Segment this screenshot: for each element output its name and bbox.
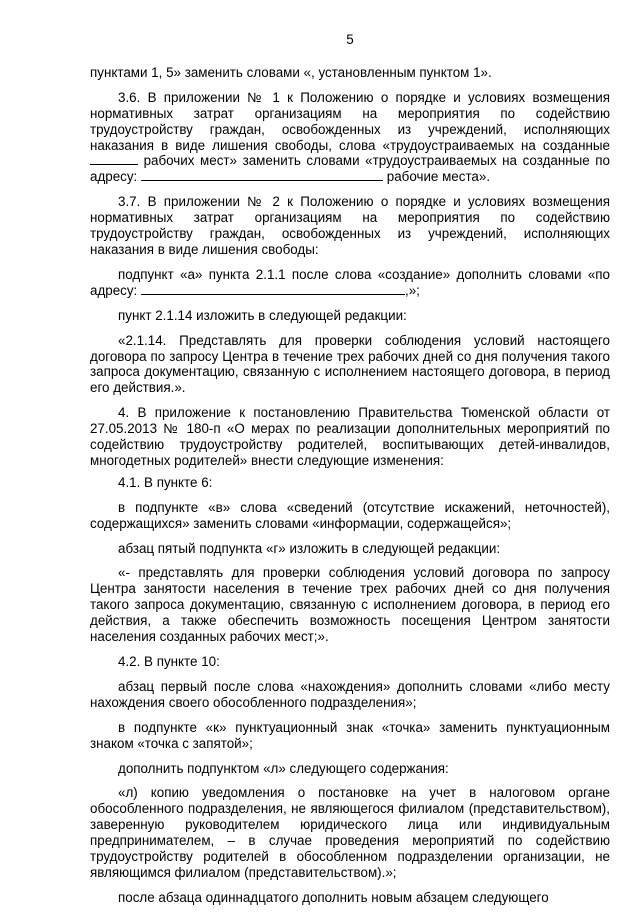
blank-line <box>141 169 383 181</box>
paragraph-text: пунктами 1, 5» заменить словами «, установленным пунктом 1». <box>90 64 492 80</box>
paragraph-text: «- представлять для проверки соблюдения условий договора по запросу Центра занятости населения в течение трех рабочих дней со дня получения такого запроса документацию, связанную с исполнением договора, в период его действия, а также обеспечить возможность посещения Центром занятости населения созданных рабочих мест;». <box>90 565 610 645</box>
blank-line <box>90 153 138 165</box>
paragraph-text: 4.1. В пункте 6: <box>118 474 213 490</box>
paragraph <box>90 679 610 711</box>
paragraph <box>90 785 610 880</box>
paragraph-text: «л) копию уведомления о постановке на учет в налоговом органе обособленного подразделения, не являющегося филиалом (представительством), заверенную руководителем юридического лица или индивидуальным предпринимателем, – в случае проведения мероприятий по содействию трудоустройству родителей в обособленном подразделении организации, не являющимся филиалом (представительством).»; <box>90 785 610 880</box>
paragraph-3-6 <box>90 90 610 185</box>
paragraph-4-1 <box>90 475 610 491</box>
paragraph-text: в подпункте «в» слова «сведений (отсутствие искажений, неточностей), содержащихся» заменить словами «информации, содержащейся»; <box>90 499 610 531</box>
paragraph <box>90 565 610 645</box>
paragraph-text: рабочие места». <box>386 169 491 185</box>
page-number: 5 <box>346 32 354 47</box>
paragraph <box>90 541 610 557</box>
paragraph <box>90 890 610 906</box>
paragraph-text: в подпункте «к» пунктуационный знак «точка» заменить пунктуационным знаком «точка с запятой»; <box>90 719 610 751</box>
paragraph <box>90 761 610 777</box>
paragraph <box>90 500 610 532</box>
paragraph-text: подпункт «а» пункта 2.1.1 после слова «создание» дополнить словами «по адресу: <box>90 266 610 298</box>
paragraph-text: 4.2. В пункте 10: <box>118 654 220 669</box>
paragraph-text: 3.7. В приложении № 2 к Положению о порядке и условиях возмещения нормативных затрат организациям на мероприятия по содействию трудоустройству граждан, освобожденных из учреждений, исполняющих наказания в виде лишения свободы: <box>90 194 610 257</box>
paragraph-text: рабочих мест» заменить словами «трудоустраиваемых на созданные по адресу: <box>90 153 610 185</box>
paragraph <box>90 333 610 397</box>
paragraph-text: 3.6. В приложении № 1 к Положению о порядке и условиях возмещения нормативных затрат организациям на мероприятия по содействию трудоустройству граждан, освобожденных из учреждений, исполняющих наказания в виде лишения свободы, слова «трудоустраиваемых на созданные <box>90 89 610 153</box>
paragraph-text: 4. В приложение к постановлению Правительства Тюменской области от 27.05.2013 № 180-п «О мерах по реализации дополнительных мероприятий по содействию трудоустройству родителей, воспитывающих детей-инвалидов, многодетных родителей» внести следующие изменения: <box>90 405 610 468</box>
paragraph-text: дополнить подпунктом «л» следующего содержания: <box>118 760 449 776</box>
paragraph-4-2 <box>90 654 610 670</box>
paragraph-text: ,»; <box>405 282 420 298</box>
paragraph-text: пункт 2.1.14 изложить в следующей редакции: <box>118 307 407 323</box>
paragraph-4 <box>90 405 610 469</box>
paragraph-text: абзац пятый подпункта «г» изложить в следующей редакции: <box>118 540 501 556</box>
document-page <box>90 32 610 915</box>
paragraph <box>90 267 610 299</box>
paragraph <box>90 308 610 324</box>
paragraph <box>90 65 610 81</box>
paragraph-text: абзац первый после слова «нахождения» дополнить словами «либо месту нахождения своего обособленного подразделения»; <box>90 678 610 710</box>
paragraph-text: «2.1.14. Представлять для проверки соблюдения условий настоящего договора по запросу Центра в течение трех рабочих дней со дня получения такого запроса документацию, связанную с исполнением настоящего договора, в период его действия.». <box>90 332 610 396</box>
paragraph <box>90 720 610 752</box>
paragraph-text: после абзаца одиннадцатого дополнить новым абзацем следующего <box>118 889 549 905</box>
blank-line <box>141 283 405 295</box>
paragraph-3-7 <box>90 194 610 258</box>
